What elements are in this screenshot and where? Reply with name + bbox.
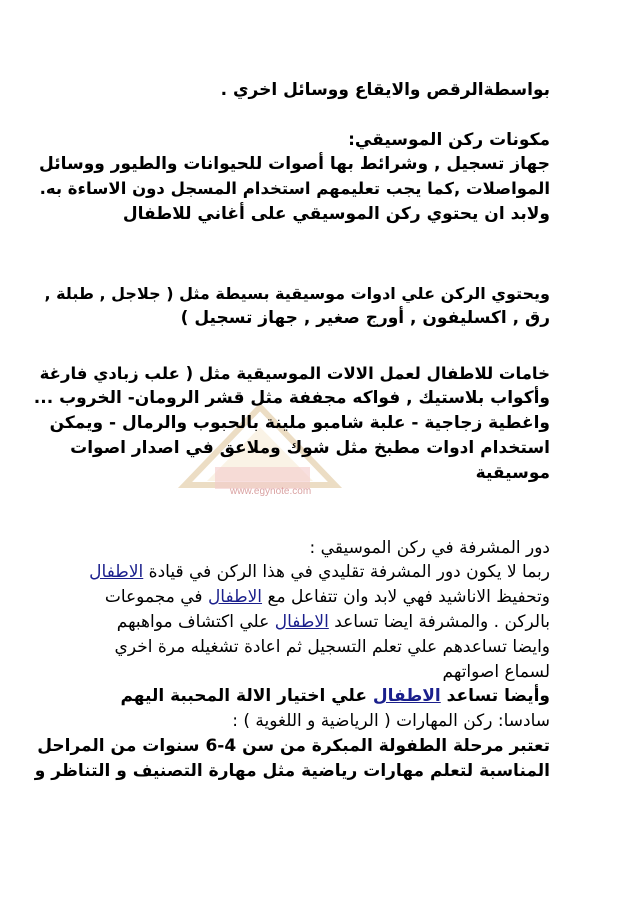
text-line: واغطية زجاجية - علبة شامبو ملينة بالحبوب والرمال - ويمكن: [49, 413, 550, 433]
text-line: خامات للاطفال لعمل الالات الموسيقية مثل ( علب زبادي فارغة: [39, 364, 550, 383]
text-line: رق , اكسليفون , أورج صغير , جهاز تسجيل ): [180, 308, 550, 328]
text-line: ولابد ان يحتوي ركن الموسيقي على أغاني للاطفال: [122, 204, 550, 224]
text-segment: علي اكتشاف مواهبهم: [116, 612, 275, 632]
text-line: تعتبر مرحلة الطفولة المبكرة من سن 4-6 سنوات من المراحل: [37, 736, 550, 756]
text-line: [89, 560, 550, 584]
text-line: استخدام ادوات مطبخ مثل شوك وملاعق في اصدار اصوات: [70, 438, 550, 458]
text-segment: علي اختيار الالة المحببة اليهم: [120, 686, 373, 706]
text-segment: في مجموعات: [104, 587, 208, 607]
text-line: لسماع اصواتهم: [442, 662, 550, 682]
keyword-link[interactable]: الاطفال: [89, 562, 144, 582]
section-heading: سادسا: ركن المهارات ( الرياضية و اللغوية ) :: [232, 711, 550, 731]
section-heading: دور المشرفة في ركن الموسيقي :: [309, 538, 550, 558]
text-segment: وتحفيظ الاناشيد فهي لابد وان تتفاعل مع: [262, 587, 550, 607]
keyword-link[interactable]: الاطفال: [372, 686, 441, 706]
text-line: بواسطةالرقص والايقاع ووسائل اخري .: [220, 80, 550, 100]
text-line: وايضا تساعدهم علي تعلم التسجيل ثم اعادة تشغيله مرة اخري: [114, 637, 550, 657]
text-segment: وأيضا تساعد: [440, 686, 550, 706]
text-line: وأكواب بلاستيك , فواكه مجففة مثل قشر الرومان- الخروب ...: [33, 388, 550, 408]
keyword-link[interactable]: الاطفال: [274, 612, 329, 632]
text-line: المناسبة لتعلم مهارات رياضية مثل مهارة التصنيف و التناظر و: [34, 761, 550, 781]
text-line: ويحتوي الركن علي ادوات موسيقية بسيطة مثل ( جلاجل , طبلة ,: [44, 284, 550, 303]
text-line: المواصلات ,كما يجب تعليمهم استخدام المسجل دون الاساءة به.: [39, 179, 550, 198]
text-line: [117, 610, 550, 634]
section-heading: مكونات ركن الموسيقي:: [348, 130, 550, 150]
text-segment: ربما لا يكون دور المشرفة تقليدي في هذا الركن في قيادة: [143, 562, 550, 582]
text-line: [105, 585, 550, 609]
text-line: موسيقية: [475, 463, 550, 483]
keyword-link[interactable]: الاطفال: [207, 587, 263, 607]
text-line: جهاز تسجيل , وشرائط بها أصوات للحيوانات والطيور ووسائل: [39, 154, 550, 174]
watermark-url: www.egynote.com: [230, 486, 312, 497]
text-line: [120, 684, 550, 708]
text-segment: بالركن . والمشرفة ايضا تساعد: [328, 612, 550, 632]
